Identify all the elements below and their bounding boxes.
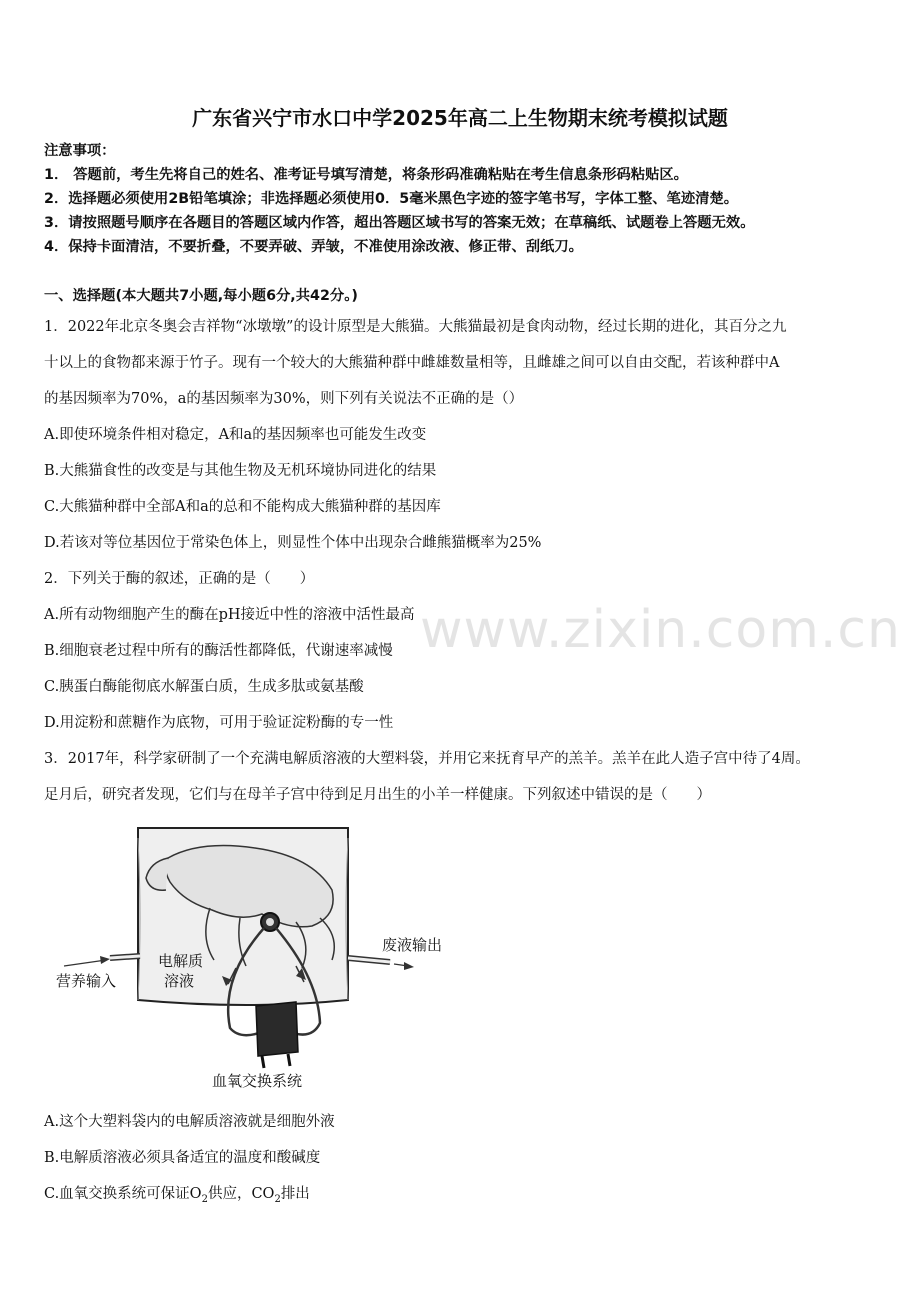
q3-option-c-part3: 排出 (280, 1186, 310, 1202)
q3-option-c-part1: C.血氧交换系统可保证O (44, 1186, 202, 1202)
watermark: www.zixin.com.cn (420, 600, 901, 660)
q2-stem: 2．下列关于酶的叙述，正确的是（ ） (44, 571, 315, 587)
notes-heading: 注意事项： (44, 143, 116, 159)
label-exchange-system: 血氧交换系统 (212, 1072, 303, 1090)
q1-option-c: C.大熊猫种群中全部A和a的总和不能构成大熊猫种群的基因库 (44, 499, 441, 515)
label-electrolyte: 电解质 (158, 952, 204, 970)
q1-stem-line-2: 十以上的食物都来源于竹子。现有一个较大的大熊猫种群中雌雄数量相等，且雌雄之间可以自由交配，若该种群中A (44, 355, 780, 371)
q3-option-c-part2: 供应，CO (207, 1186, 275, 1202)
note-item-2: 2．选择题必须使用2B铅笔填涂；非选择题必须使用0．5毫米黑色字迹的签字笔书写，字体工整、笔迹清楚。 (44, 191, 739, 207)
q3-option-b: B.电解质溶液必须具备适宜的温度和酸碱度 (44, 1150, 321, 1166)
note-item-3: 3．请按照题号顺序在各题目的答题区域内作答，超出答题区域书写的答案无效；在草稿纸、试题卷上答题无效。 (44, 215, 755, 231)
input-arrow (100, 956, 110, 964)
q2-option-d: D.用淀粉和蔗糖作为底物，可用于验证淀粉酶的专一性 (44, 715, 394, 731)
q3-stem-line-2: 足月后，研究者发现，它们与在母羊子宫中待到足月出生的小羊一样健康。下列叙述中错误的是（ ） (44, 787, 711, 803)
note-item-4: 4．保持卡面清洁，不要折叠，不要弄破、弄皱，不准使用涂改液、修正带、刮纸刀。 (44, 239, 583, 255)
q3-stem-line-1: 3．2017年，科学家研制了一个充满电解质溶液的大塑料袋，并用它来抚育早产的羔羊。羔羊在此人造子宫中待了4周。 (44, 751, 810, 767)
q1-option-d: D.若该对等位基因位于常染色体上，则显性个体中出现杂合雌熊猫概率为25% (44, 535, 542, 551)
q2-option-b: B.细胞衰老过程中所有的酶活性都降低，代谢速率减慢 (44, 643, 393, 659)
q3-option-c (44, 1182, 310, 1205)
q3-option-a: A.这个大塑料袋内的电解质溶液就是细胞外液 (44, 1114, 335, 1130)
artificial-womb-figure (50, 818, 460, 1094)
q1-stem-line-3: 的基因频率为70%，a的基因频率为30%，则下列有关说法不正确的是（） (44, 391, 524, 407)
q1-option-b: B.大熊猫食性的改变是与其他生物及无机环境协同进化的结果 (44, 463, 437, 479)
note-item-1: 1． 答题前，考生先将自己的姓名、准考证号填写清楚，将条形码准确粘贴在考生信息条形码粘贴区。 (44, 167, 688, 183)
q2-option-a: A.所有动物细胞产生的酶在pH接近中性的溶液中活性最高 (44, 607, 415, 623)
output-arrow (404, 962, 414, 970)
section-heading: 一、选择题(本大题共7小题,每小题6分,共42分。) (44, 288, 358, 304)
label-waste-output: 废液输出 (382, 936, 443, 954)
exchange-system-box (256, 1002, 298, 1056)
q2-option-c: C.胰蛋白酶能彻底水解蛋白质，生成多肽或氨基酸 (44, 679, 364, 695)
q3-option-c-sub2: 2 (274, 1193, 281, 1205)
label-nutrient-input: 营养输入 (56, 972, 117, 990)
q3-option-c-sub1: 2 (201, 1193, 208, 1205)
label-solution: 溶液 (164, 972, 195, 990)
q1-stem-line-1: 1．2022年北京冬奥会吉祥物“冰墩墩”的设计原型是大熊猫。大熊猫最初是食肉动物，经过长期的进化，其百分之九 (44, 319, 787, 335)
q1-option-a: A.即使环境条件相对稳定，A和a的基因频率也可能发生改变 (44, 427, 427, 443)
exam-title: 广东省兴宁市水口中学2025年高二上生物期末统考模拟试题 (192, 106, 728, 130)
